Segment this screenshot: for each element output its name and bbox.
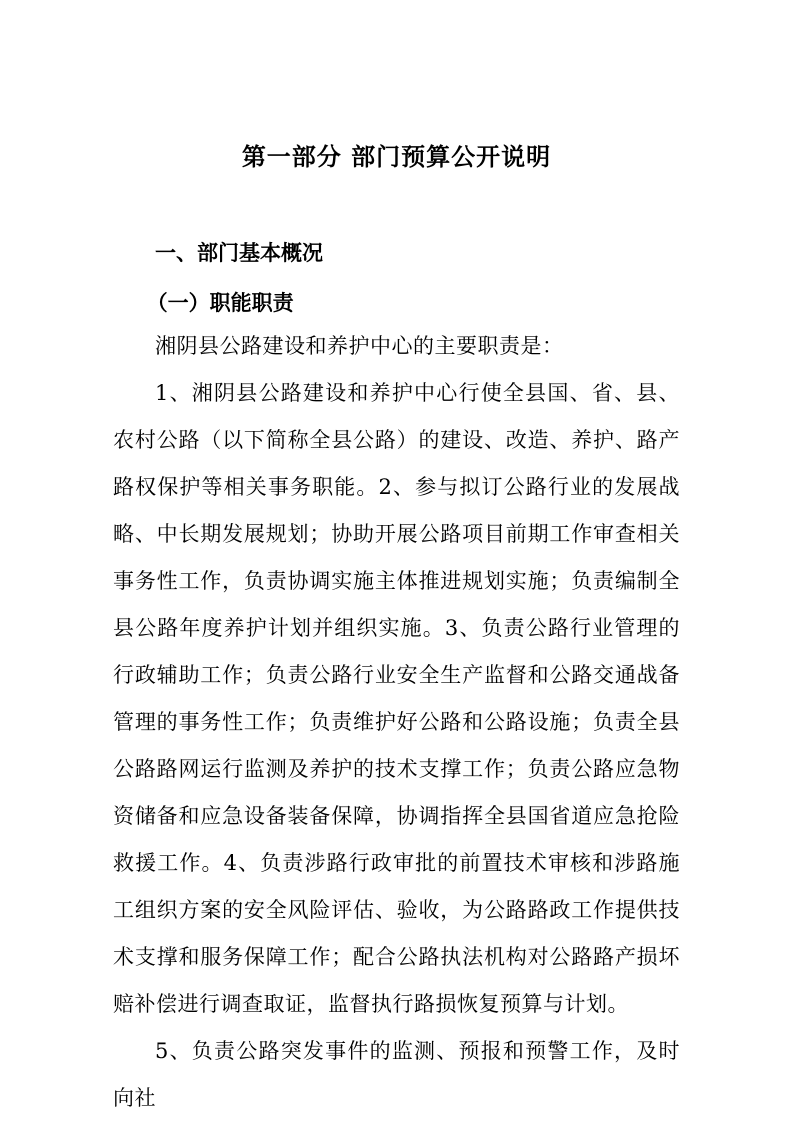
paragraph-duty-5: 5、负责公路突发事件的监测、预报和预警工作，及时向社 [113,1039,680,1110]
paragraph-intro: 湘阴县公路建设和养护中心的主要职责是： [155,334,564,358]
paragraph-duties-1-to-4: 1、湘阴县公路建设和养护中心行使全县国、省、县、农村公路（以下简称全县公路）的建设、改造、养护、路产路权保护等相关事务职能。2、参与拟订公路行业的发展战略、中长期发展规划；协助开展公路项目前期工作审查相关事务性工作，负责协调实施主体推进规划实施；负责编制全县公路年度养护计划并组织实施。3、负责公路行业管理的行政辅助工作；负责公路行业安全生产监督和公路交通战备管理的事务性工作；负责维护好公路和公路设施；负责全县公路路网运行监测及养护的技术支撑工作；负责公路应急物资储备和应急设备装备保障，协调指挥全县国省道应急抢险救援工作。4、负责涉路行政审批的前置技术审核和涉路施工组织方案的安全风险评估、验收，为公路路政工作提供技术支撑和服务保障工作；配合公路执法机构对公路路产损坏赔补偿进行调查取证，监督执行路损恢复预算与计划。 [113,381,680,1016]
section-heading-basic-overview: 一、部门基本概况 [155,241,323,265]
subsection-heading-duties: （一）职能职责 [146,291,294,315]
document-title: 第一部分 部门预算公开说明 [241,143,552,171]
